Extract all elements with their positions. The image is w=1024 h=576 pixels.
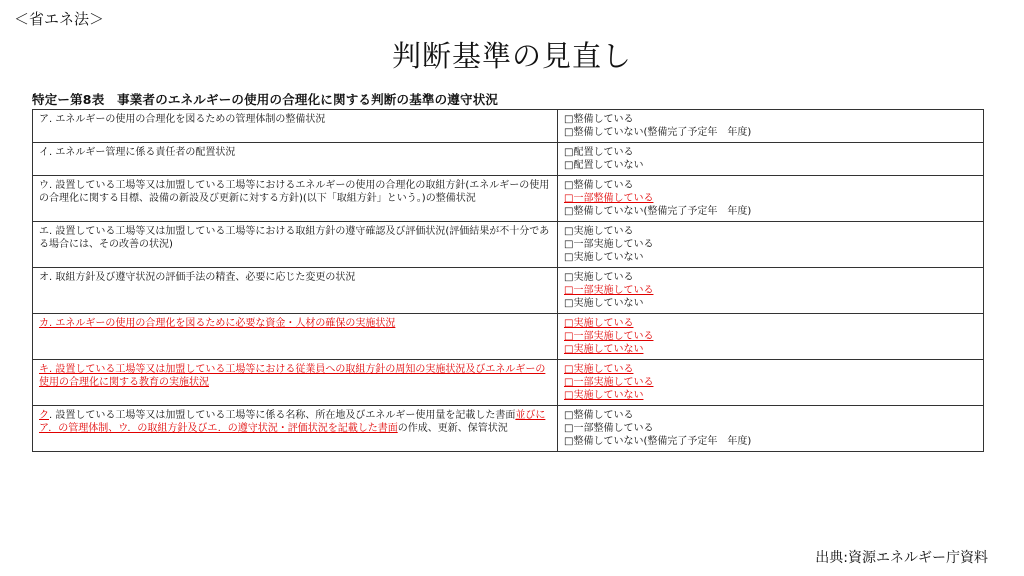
options-cell [558, 360, 984, 406]
checkbox-option: □実施している [564, 318, 634, 329]
checkbox-option: □整備していない(整備完了予定年 年度) [564, 127, 752, 138]
item-text: オ. 取組方針及び遵守状況の評価手法の精査、必要に応じた変更の状況 [39, 272, 356, 283]
options-cell [558, 143, 984, 176]
item-text: ク [39, 410, 49, 421]
item-cell [33, 222, 558, 268]
checkbox-option: □整備していない(整備完了予定年 年度) [564, 206, 752, 217]
options-cell [558, 314, 984, 360]
item-cell [33, 110, 558, 143]
checkbox-option: □実施している [564, 272, 634, 283]
checkbox-option: □実施していない [564, 344, 644, 355]
table-row [33, 222, 984, 268]
table-row [33, 314, 984, 360]
item-cell [33, 268, 558, 314]
options-cell [558, 268, 984, 314]
options-cell [558, 406, 984, 452]
checkbox-option: □整備していない(整備完了予定年 年度) [564, 436, 752, 447]
table-row [33, 110, 984, 143]
checkbox-option: □実施していない [564, 252, 644, 263]
item-cell [33, 360, 558, 406]
slide-title: 判断基準の見直し [391, 39, 632, 73]
options-cell [558, 222, 984, 268]
item-cell [33, 143, 558, 176]
table-body [33, 110, 984, 452]
checkbox-option: □配置している [564, 147, 634, 158]
table-row [33, 360, 984, 406]
checkbox-option: □一部整備している [564, 423, 654, 434]
item-cell [33, 176, 558, 222]
table-row [33, 406, 984, 452]
checkbox-option: □実施している [564, 364, 634, 375]
item-text: カ. エネルギーの使用の合理化を図るために必要な資金・人材の確保の実施状況 [39, 318, 396, 329]
item-text: エ. 設置している工場等又は加盟している工場等における取組方針の遵守確認及び評価状況(評価結果が不十分である場合には、その改善の状況) [39, 226, 550, 250]
item-text: ウ. 設置している工場等又は加盟している工場等におけるエネルギーの使用の合理化の取組方針(エネルギーの使用の合理化に関する目標、設備の新設及び更新に対する方針)(以下「取組方針」という。)の整備状況 [39, 180, 550, 204]
item-text: キ. 設置している工場等又は加盟している工場等における従業員への取組方針の周知の実施状況及びエネルギーの使用の合理化に関する教育の実施状況 [39, 364, 546, 388]
table-row [33, 176, 984, 222]
item-text: の作成、更新、保管状況 [397, 423, 508, 434]
checkbox-option: □一部実施している [564, 331, 654, 342]
item-text: イ. エネルギー管理に係る責任者の配置状況 [39, 147, 236, 158]
checkbox-option: □一部実施している [564, 377, 654, 388]
checkbox-option: □一部実施している [564, 285, 654, 296]
table-row [33, 143, 984, 176]
checkbox-option: □実施している [564, 226, 634, 237]
checkbox-option: □整備している [564, 180, 634, 191]
category-tag: ＜省エネ法＞ [14, 10, 105, 28]
compliance-table [32, 109, 984, 452]
item-text: ア. エネルギーの使用の合理化を図るための管理体制の整備状況 [39, 114, 326, 125]
item-text: . 設置している工場等又は加盟している工場等に係る名称、所在地及びエネルギー使用量を記載した書面 [49, 410, 516, 421]
source-note: 出典:資源エネルギー庁資料 [815, 550, 988, 566]
table-caption: 特定ー第8表 事業者のエネルギーの使用の合理化に関する判断の基準の遵守状況 [32, 92, 499, 107]
checkbox-option: □整備している [564, 410, 634, 421]
checkbox-option: □実施していない [564, 298, 644, 309]
checkbox-option: □整備している [564, 114, 634, 125]
table-row [33, 268, 984, 314]
item-cell [33, 314, 558, 360]
checkbox-option: □実施していない [564, 390, 644, 401]
checkbox-option: □配置していない [564, 160, 644, 171]
item-cell [33, 406, 558, 452]
checkbox-option: □一部整備している [564, 193, 654, 204]
checkbox-option: □一部実施している [564, 239, 654, 250]
item-text: 並びにア．の管理体制、ウ．の取組方針及びエ．の遵守状況・評価状況を記載した書面 [39, 410, 546, 434]
options-cell [558, 110, 984, 143]
options-cell [558, 176, 984, 222]
